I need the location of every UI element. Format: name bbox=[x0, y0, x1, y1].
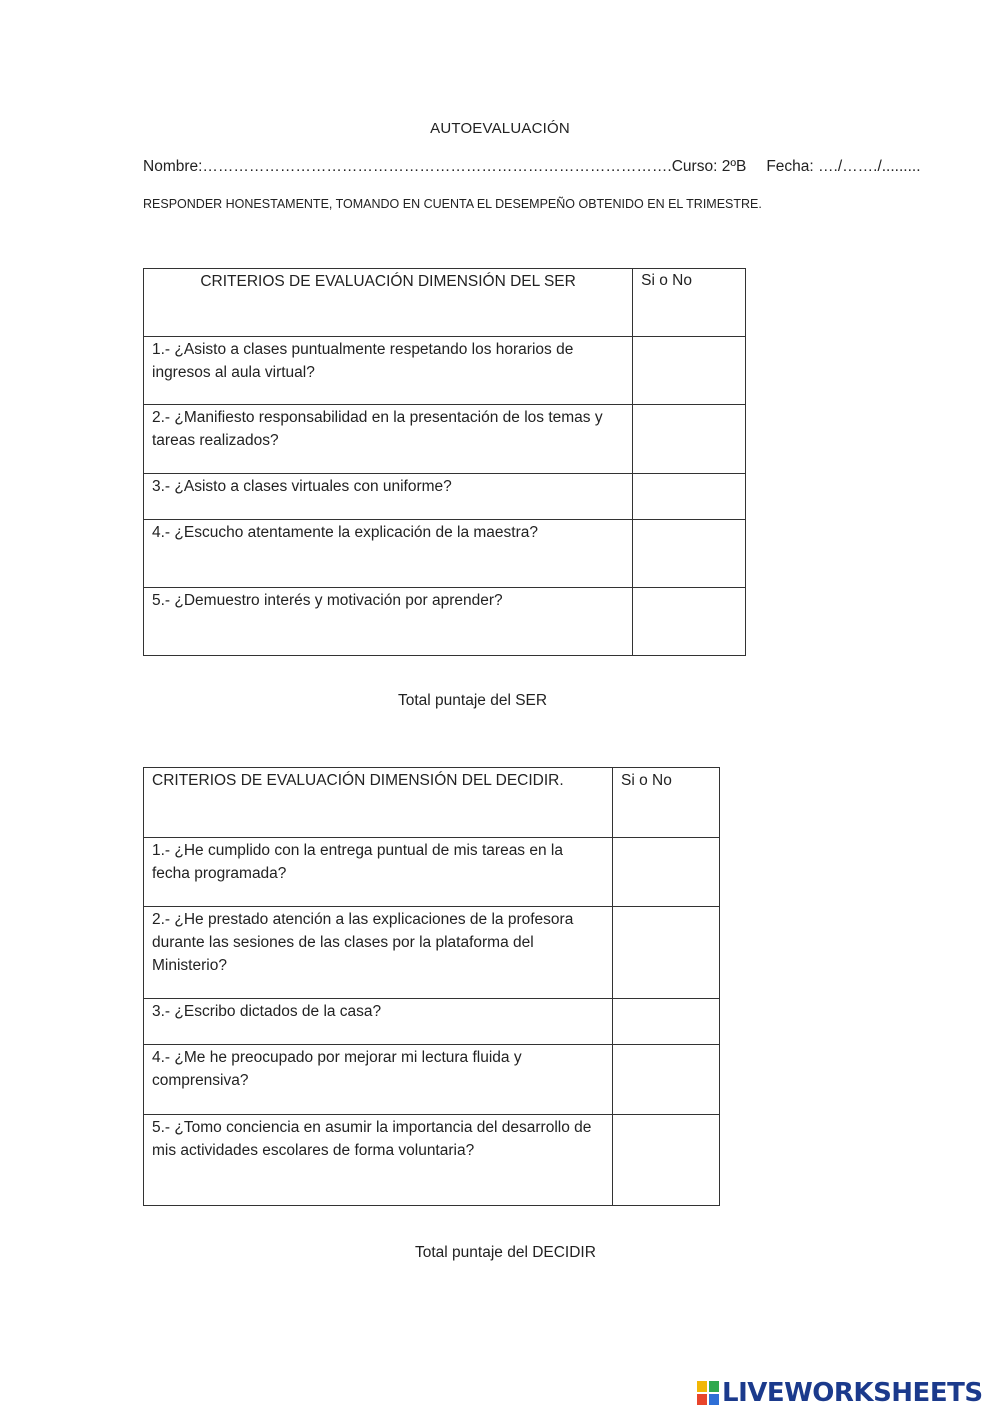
decidir-question-4: 4.- ¿Me he preocupado por mejorar mi lectura fluida y comprensiva? bbox=[144, 1045, 613, 1115]
decidir-question-5: 5.- ¿Tomo conciencia en asumir la importancia del desarrollo de mis actividades escolares de forma voluntaria? bbox=[144, 1115, 613, 1206]
decidir-question-1: 1.- ¿He cumplido con la entrega puntual de mis tareas en la fecha programada? bbox=[144, 838, 613, 907]
instruction-text: RESPONDER HONESTAMENTE, TOMANDO EN CUENTA EL DESEMPEÑO OBTENIDO EN EL TRIMESTRE. bbox=[143, 197, 762, 211]
ser-answer-header: Si o No bbox=[633, 269, 746, 337]
liveworksheets-watermark bbox=[697, 1378, 983, 1408]
decidir-answer-cell-1[interactable] bbox=[613, 838, 720, 907]
decidir-answer-cell-3[interactable] bbox=[613, 999, 720, 1045]
name-course-label: Nombre:……………………………………………………………………………….Curso: 2ºB bbox=[143, 158, 747, 175]
table-row bbox=[144, 1115, 720, 1206]
ser-criteria-header: CRITERIOS DE EVALUACIÓN DIMENSIÓN DEL SER bbox=[144, 269, 633, 337]
table-row bbox=[144, 474, 746, 520]
decidir-criteria-table bbox=[143, 767, 720, 1206]
decidir-answer-cell-5[interactable] bbox=[613, 1115, 720, 1206]
table-row bbox=[144, 838, 720, 907]
table-header-row bbox=[144, 269, 746, 337]
ser-question-2: 2.- ¿Manifiesto responsabilidad en la presentación de los temas y tareas realizados? bbox=[144, 405, 633, 474]
table-header-row bbox=[144, 768, 720, 838]
table-row bbox=[144, 999, 720, 1045]
student-info-line bbox=[143, 158, 921, 176]
ser-answer-cell-5[interactable] bbox=[633, 588, 746, 656]
table-row bbox=[144, 405, 746, 474]
date-label: Fecha: …./……./......... bbox=[766, 158, 921, 175]
decidir-answer-header: Si o No bbox=[613, 768, 720, 838]
ser-question-3: 3.- ¿Asisto a clases virtuales con uniforme? bbox=[144, 474, 633, 520]
decidir-question-3: 3.- ¿Escribo dictados de la casa? bbox=[144, 999, 613, 1045]
ser-answer-cell-4[interactable] bbox=[633, 520, 746, 588]
decidir-answer-cell-4[interactable] bbox=[613, 1045, 720, 1115]
ser-total-label: Total puntaje del SER bbox=[398, 692, 548, 709]
ser-criteria-table bbox=[143, 268, 746, 656]
decidir-answer-cell-2[interactable] bbox=[613, 907, 720, 999]
table-row bbox=[144, 588, 746, 656]
ser-answer-cell-2[interactable] bbox=[633, 405, 746, 474]
decidir-question-2: 2.- ¿He prestado atención a las explicaciones de la profesora durante las sesiones de las clases por la plataforma del Ministerio? bbox=[144, 907, 613, 999]
brand-text: LIVEWORKSHEETS bbox=[722, 1378, 983, 1408]
ser-answer-cell-1[interactable] bbox=[633, 337, 746, 405]
decidir-criteria-header: CRITERIOS DE EVALUACIÓN DIMENSIÓN DEL DECIDIR. bbox=[144, 768, 613, 838]
liveworksheets-logo-icon bbox=[697, 1381, 719, 1405]
table-row bbox=[144, 1045, 720, 1115]
page-title: AUTOEVALUACIÓN bbox=[430, 120, 570, 137]
ser-question-5: 5.- ¿Demuestro interés y motivación por aprender? bbox=[144, 588, 633, 656]
table-row bbox=[144, 907, 720, 999]
table-row bbox=[144, 520, 746, 588]
ser-question-1: 1.- ¿Asisto a clases puntualmente respetando los horarios de ingresos al aula virtual? bbox=[144, 337, 633, 405]
decidir-total-label: Total puntaje del DECIDIR bbox=[415, 1244, 596, 1261]
ser-question-4: 4.- ¿Escucho atentamente la explicación de la maestra? bbox=[144, 520, 633, 588]
table-row bbox=[144, 337, 746, 405]
ser-answer-cell-3[interactable] bbox=[633, 474, 746, 520]
